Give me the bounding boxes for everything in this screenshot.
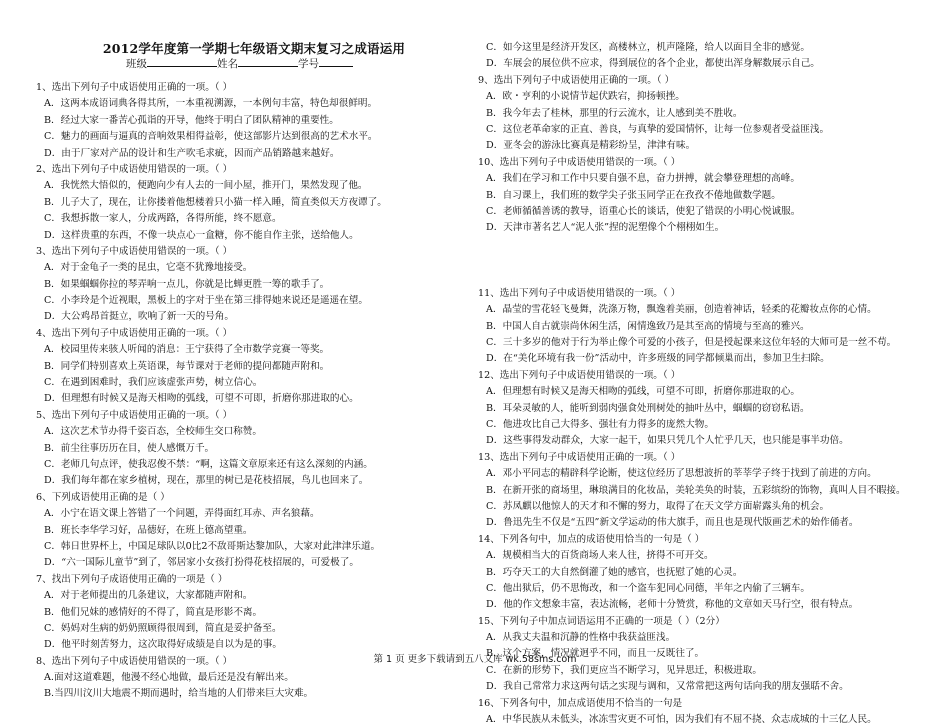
class-blank[interactable] bbox=[147, 57, 217, 67]
blank-line bbox=[478, 269, 918, 285]
answer-option: A．我恍然大悟似的，便跑向少有人去的一间小屋，推开门，果然发现了他。 bbox=[44, 180, 368, 192]
answer-option: C．在遇到困难时，我们应该虚张声势，树立信心。 bbox=[44, 377, 263, 389]
page-title: 2012学年度第一学期七年级语文期末复习之成语运用 bbox=[102, 41, 406, 56]
answer-option: B.当四川汶川大地震不期而遇时，给当地的人们带来巨大灾难。 bbox=[44, 688, 314, 700]
answer-option: A．邓小平同志的精辟科学论断，使这位经历了思想波折的莘莘学子终于找到了前进的方向。 bbox=[486, 468, 877, 480]
answer-option: A.面对这道难题，他漫不经心地做，最后还是没有解出来。 bbox=[44, 672, 294, 684]
question-stem: 14、下列各句中，加点的成语使用恰当的一句是（ ） bbox=[478, 533, 705, 545]
answer-option: C．这位老革命家的正直、善良，与真挚的爱国情怀，让每一位参观者受益匪浅。 bbox=[486, 123, 830, 135]
answer-option: C．老师几句点评，使我忍俊不禁：“啊，这篇文章原来还有这么深刻的内涵。 bbox=[44, 458, 373, 470]
answer-option: C．妈妈对生病的奶奶照顾得很周到，简直是妥护备至。 bbox=[44, 622, 282, 634]
answer-option: D．在“美化环境有我一份”活动中，许多班级的同学都倾巢而出，参加卫生扫除。 bbox=[486, 353, 830, 365]
right-question-column bbox=[478, 40, 918, 728]
answer-option: C．如今这里是经济开发区，高楼林立，机声隆隆，给人以面目全非的感觉。 bbox=[486, 42, 810, 53]
answer-option: B．自习课上，我们班的数学尖子张玉同学正在孜孜不倦地做数学题。 bbox=[486, 189, 781, 201]
answer-option: C．三十多岁的他对于行为举止像个可爱的小孩子，但是授起课来这位年轻的大师可是一丝不苟。 bbox=[486, 337, 897, 349]
answer-option: A．中华民族从未低头，冰冻雪灾更不可怕，因为我们有不屈不挠、众志成城的十三亿人民。 bbox=[486, 714, 877, 726]
answer-option: C．苏凤麒以他惊人的天才和不懈的努力，取得了在天文学方面崭露头角的机会。 bbox=[486, 500, 830, 512]
question-stem: 3、选出下列句子中成语使用错误的一项。（ ） bbox=[36, 245, 233, 257]
answer-option: B．班长李华学习好，品德好，在班上德高望重。 bbox=[44, 524, 253, 536]
question-stem: 1、选出下列句子中成语使用正确的一项。（ ） bbox=[36, 82, 233, 93]
name-blank[interactable] bbox=[238, 57, 298, 67]
answer-option: D．他平时刻苦努力，这次取得好成绩是自以为是的事。 bbox=[44, 639, 282, 651]
answer-option: B．儿子大了，现在，让你搂着他想楼着只小猫一样入睡，简直类似天方夜谭了。 bbox=[44, 196, 387, 208]
question-stem: 15、下列句子中加点词语运用不正确的一项是（ ）（2分） bbox=[478, 615, 725, 627]
blank-line bbox=[478, 237, 918, 253]
answer-option: D．我自己常常力求这两句话之实现与调和，又常常把这两句话向我的朋友强聒不舍。 bbox=[486, 681, 849, 693]
question-stem: 4、选出下列句子中成语使用正确的一项。（ ） bbox=[36, 327, 233, 339]
answer-option: D．这样贵重的东西，不像一块点心一盒糖，你不能自作主张，送给他人。 bbox=[44, 229, 359, 241]
answer-option: D．车展会的展位供不应求，得到展位的各个企业，都使出浑身解数展示自己。 bbox=[486, 58, 820, 70]
answer-option: B．他们兄妹的感情好的不得了，简直是形影不离。 bbox=[44, 606, 263, 618]
answer-option: C．魅力的画面与逼真的音响效果相得益彰，使这部影片达到很高的艺术水平。 bbox=[44, 131, 378, 143]
answer-option: D．他的作文想象丰富，表达流畅，老师十分赞赏，称他的文章如天马行空，很有特点。 bbox=[486, 599, 859, 611]
answer-option: A．欧・亨利的小说情节起伏跌宕，抑扬顿挫。 bbox=[486, 91, 685, 103]
answer-option: C．小李玲是个近视眼，黑板上的字对于坐在第三排得她来说还是遥遥在望。 bbox=[44, 295, 368, 307]
answer-option: A．但理想有时候又是海天相吻的弧线，可望不可即，折磨你那进取的心。 bbox=[486, 386, 800, 398]
answer-option: C．我想拆散一家人，分成两路，各得所能，终不愿意。 bbox=[44, 213, 282, 225]
question-stem: 13、选出下列句子中成语使用正确的一项。（ ） bbox=[478, 451, 681, 463]
answer-option: D．天津市著名艺人“泥人张”捏的泥塑像个个栩栩如生。 bbox=[486, 222, 725, 234]
answer-option: D．“六一国际儿童节”到了，邻居家小女孩打扮得花枝招展的，可爱极了。 bbox=[44, 557, 359, 569]
answer-option: A．校园里传来骇人听闻的消息：王宁获得了全市数学竞赛一等奖。 bbox=[44, 344, 330, 356]
question-stem: 8、选出下列句子中成语使用错误的一项。（ ） bbox=[36, 655, 233, 667]
answer-option: B．耳朵灵敏的人，能听到弱肉强食处刑树处的抽叶丛中，蝈蝈的窃窃私语。 bbox=[486, 402, 810, 414]
question-stem: 12、选出下列句子中成语使用错误的一项。（ ） bbox=[478, 369, 681, 381]
answer-option: B．在新开张的商场里，琳琅满目的化妆品，美轮美奂的时装，五彩缤纷的饰物，真叫人目不暇接。 bbox=[486, 484, 906, 496]
question-stem: 6、下列成语使用正确的是（ ） bbox=[36, 491, 170, 503]
number-blank[interactable] bbox=[319, 57, 353, 67]
student-info-line bbox=[126, 56, 386, 71]
answer-option: D．鲁迅先生不仅是“五四”新文学运动的伟大旗手，而且也是现代版画艺术的始作俑者。 bbox=[486, 517, 859, 529]
answer-option: B．如果蝈蝈你拉的琴弄响一点儿，你就是比蝉更胜一筹的歌手了。 bbox=[44, 278, 330, 290]
answer-option: C．他进攻比自己大得多、强壮有力得多的庞然大物。 bbox=[486, 418, 714, 430]
number-label: 学号 bbox=[298, 58, 319, 70]
answer-option: D．我们每年都在家乡植树，现在，那里的树已是花枝招展，鸟儿也回来了。 bbox=[44, 475, 369, 487]
answer-option: A．对于老师提出的几条建议，大家都随声附和。 bbox=[44, 590, 253, 602]
answer-option: A．这两本成语词典各得其所，一本重视溯源，一本例句丰富，特色却很鲜明。 bbox=[44, 98, 378, 110]
left-question-column bbox=[36, 80, 446, 703]
question-stem: 11、选出下列句子中成语使用错误的一项。（ ） bbox=[478, 287, 681, 299]
answer-option: A．规模相当大的百货商场人来人往，挤得不可开交。 bbox=[486, 550, 714, 562]
blank-line bbox=[478, 253, 918, 269]
page-footer: 第 1 页 更多下载请到五八文库 wk.58sms.com bbox=[373, 654, 577, 665]
answer-option: A．从我丈夫温和沉静的性格中我获益匪浅。 bbox=[486, 632, 676, 644]
question-stem: 7、找出下列句子成语使用正确的一项是（ ） bbox=[36, 573, 228, 585]
answer-option: D．大公鸡昂首挺立，吹响了新一天的号角。 bbox=[44, 311, 234, 323]
question-stem: 9、选出下列句子中成语使用正确的一项。（ ） bbox=[478, 74, 675, 86]
question-stem: 2、选出下列句子中成语使用错误的一项。（ ） bbox=[36, 163, 233, 175]
answer-option: A．晶莹的雪花轻飞曼舞，洗涤万物，飘逸着美丽，创造着神话，轻柔的花瓣妆点你的心情。 bbox=[486, 304, 877, 316]
answer-option: B．经过大家一番苦心孤诣的开导，他终于明白了团队精神的重要性。 bbox=[44, 114, 339, 126]
answer-option: C．韩日世界杯上，中国足球队以0比2不敌哥斯达黎加队，大家对此津津乐道。 bbox=[44, 540, 381, 552]
answer-option: B．前尘往事历历在目，使人感慨万千。 bbox=[44, 442, 215, 454]
question-stem: 16、下列各句中，加点成语使用不恰当的一句是 bbox=[478, 697, 683, 709]
answer-option: A．小宁在语文课上答错了一个问题，弄得面红耳赤、声名狼藉。 bbox=[44, 508, 320, 520]
answer-option: C．在新的形势下，我们更应当不断学习，见异思迁，积极进取。 bbox=[486, 664, 762, 676]
answer-option: B．巧夺天工的大自然倒灌了她的感官，也抚慰了她的心灵。 bbox=[486, 566, 743, 578]
question-stem: 5、选出下列句子中成语使用正确的一项。（ ） bbox=[36, 409, 233, 421]
class-label: 班级 bbox=[126, 58, 147, 70]
answer-option: B．这个方案，情况就迥乎不同，而且一反既往了。 bbox=[486, 648, 705, 660]
answer-option: B．同学们特别喜欢上英语课，每节课对于老师的提问都随声附和。 bbox=[44, 360, 330, 372]
name-label: 姓名 bbox=[217, 58, 238, 70]
question-stem: 10、选出下列句子中成语使用错误的一项。（ ） bbox=[478, 156, 681, 168]
answer-option: A．对于金龟子一类的昆虫，它毫不犹豫地接受。 bbox=[44, 262, 253, 274]
answer-option: A．这次艺术节办得千姿百态，全校师生交口称赞。 bbox=[44, 426, 262, 438]
answer-option: C．老师循循善诱的教导，语重心长的谈话，使犯了错误的小明心悦诚服。 bbox=[486, 205, 801, 217]
answer-option: B．中国人自古就崇尚休闲生活，闲情逸致乃是其至高的情境与至高的雅兴。 bbox=[486, 320, 810, 332]
answer-option: D．亚冬会的游泳比赛真是精彩纷呈，津津有味。 bbox=[486, 140, 696, 152]
answer-option: B．我今年去了桂林，那里的行云流水，让人感到美不胜收。 bbox=[486, 107, 743, 119]
answer-option: D．这些事得发动群众，大家一起干，如果只凭几个人忙乎几天，也只能是事半功倍。 bbox=[486, 435, 849, 447]
answer-option: D．由于厂家对产品的设计和生产吹毛求疵，因而产品销路越来越好。 bbox=[44, 147, 340, 159]
answer-option: D．但理想有时候又是海天相吻的弧线，可望不可即，折磨你那进取的心。 bbox=[44, 393, 359, 405]
answer-option: C．他出狱后，仍不思悔改，和一个盗车犯同心同德，半年之内偷了三辆车。 bbox=[486, 582, 810, 594]
answer-option: A．我们在学习和工作中只要自强不息，奋力拼搏，就会攀登理想的高峰。 bbox=[486, 173, 800, 185]
